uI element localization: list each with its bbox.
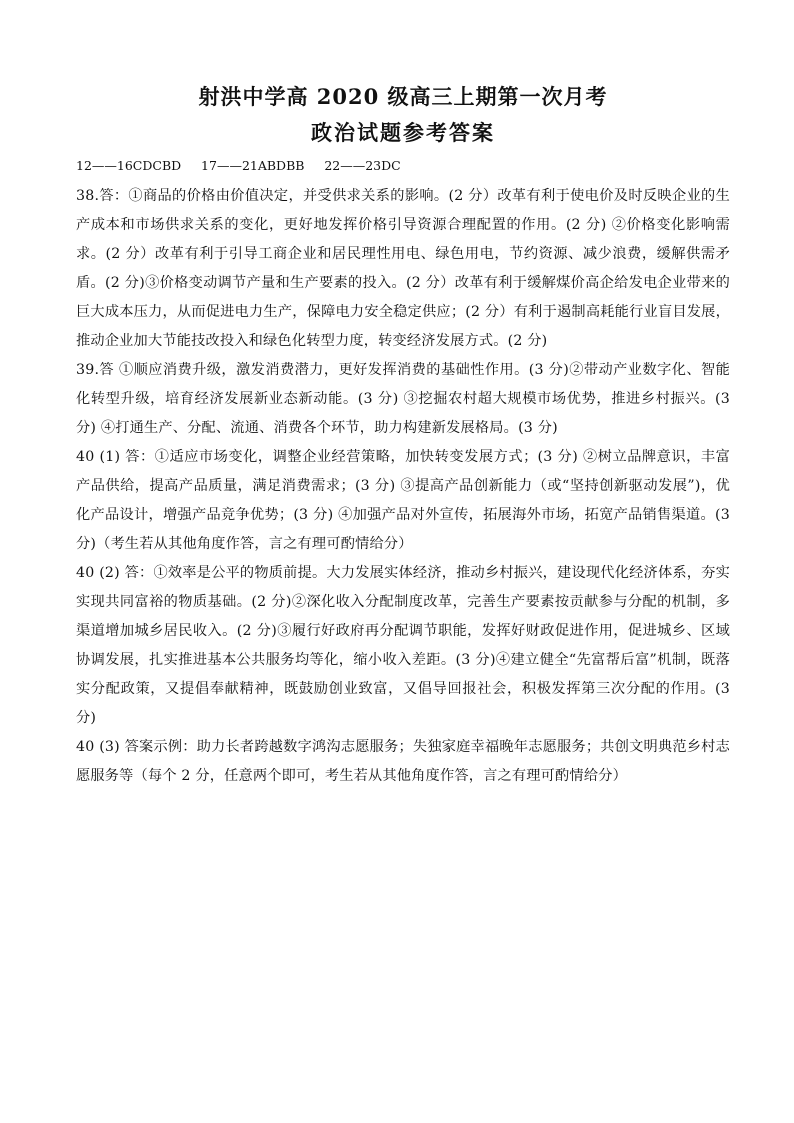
answer-q40-3: 40 (3) 答案示例：助力长者跨越数字鸿沟志愿服务；失独家庭幸福晚年志愿服务；共创文明典范乡村志愿服务等（每个 2 分，任意两个即可，考生若从其他角度作答，言之有理可酌情给分） — [76, 739, 730, 784]
answer-q40-2: 40 (2) 答：①效率是公平的物质前提。大力发展实体经济，推动乡村振兴，建设现代化经济体系，夯实实现共同富裕的物质基础。(2 分)②深化收入分配制度改革，完善生产要素按贡献参与分配的机制，多渠道增加城乡居民收入。(2 分)③履行好政府再分配调节职能，发挥好财政促进作用，促进城乡、区域协调发展，扎实推进基本公共服务均等化，缩小收入差距。(3 分)④建立健全“先富帮后富”机制，既落实分配政策，又提倡奉献精神，既鼓励创业致富，又倡导回报社会，积极发挥第三次分配的作用。(3 分) — [76, 565, 730, 726]
multiple-choice-answers: 12——16CDCBD 17——21ABDBB 22——23DC — [76, 158, 401, 173]
exam-title: 射洪中学高 2020 级高三上期第一次月考 — [198, 84, 608, 109]
answer-q40-1: 40 (1) 答：①适应市场变化，调整企业经营策略，加快转变发展方式；(3 分) ②树立品牌意识，丰富产品供给，提高产品质量，满足消费需求；(3 分) ③提高产品创新能力（或“坚持创新驱动发展”)，优化产品设计，增强产品竞争优势；(3 分) ④加强产品对外宣传，拓展海外市场，拓宽产品销售渠道。(3 分)（考生若从其他角度作答，言之有理可酌情给分） — [76, 449, 730, 552]
exam-subtitle: 政治试题参考答案 — [311, 120, 495, 145]
answer-q38: 38.答：①商品的价格由价值决定，并受供求关系的影响。(2 分）改革有利于使电价及时反映企业的生产成本和市场供求关系的变化，更好地发挥价格引导资源合理配置的作用。(2 分) ②价格变化影响需求。(2 分）改革有利于引导工商企业和居民理性用电、绿色用电，节约资源、减少浪费，缓解供需矛盾。(2 分)③价格变动调节产量和生产要素的投入。(2 分）改革有利于缓解煤价高企给发电企业带来的巨大成本压力，从而促进电力生产，保障电力安全稳定供应；(2 分）有利于遏制高耗能行业盲目发展，推动企业加大节能技改投入和绿色化转型力度，转变经济发展方式。(2 分) — [76, 188, 730, 349]
answer-q39: 39.答 ①顺应消费升级，激发消费潜力，更好发挥消费的基础性作用。(3 分)②带动产业数字化、智能化转型升级，培育经济发展新业态新动能。(3 分) ③挖掘农村超大规模市场优势，推进乡村振兴。(3 分) ④打通生产、分配、流通、消费各个环节，助力构建新发展格局。(3 分) — [76, 362, 730, 436]
